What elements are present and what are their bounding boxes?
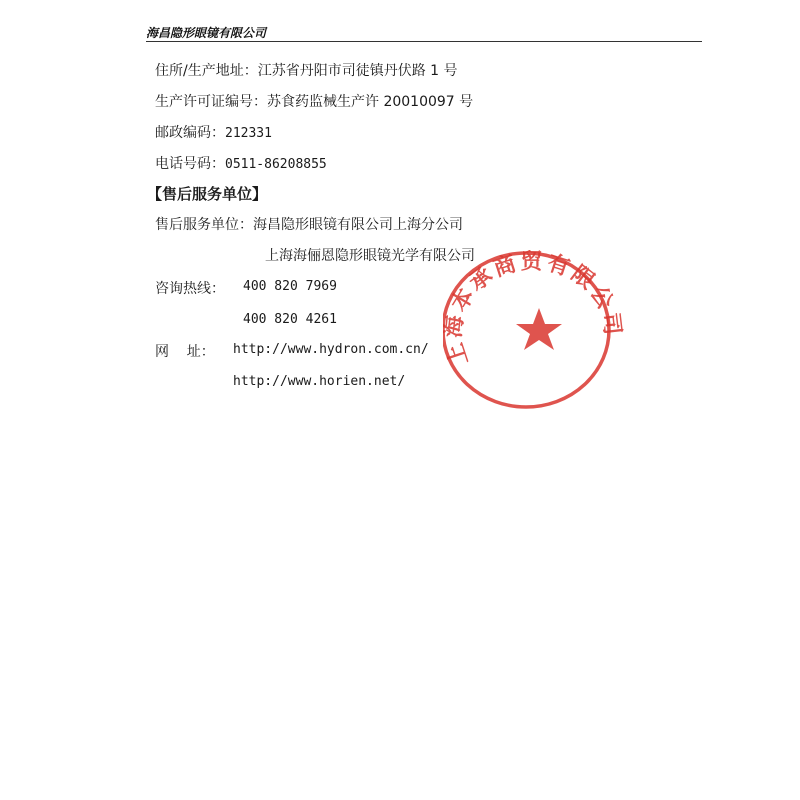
service-unit-label: 售后服务单位： [155, 217, 253, 233]
seal-text: 上 本承商贸有限公司 [443, 250, 626, 369]
hotline-2: 400 820 4261 [243, 312, 337, 327]
hotline-label: 咨询热线： [155, 281, 225, 297]
phone-row [155, 153, 327, 173]
license-row [155, 91, 473, 111]
service-unit-2: 上海海俪恩隐形眼镜光学有限公司 [265, 248, 475, 264]
address-row [155, 60, 458, 80]
address-value: 江苏省丹阳市司徒镇丹伏路 1 号 [257, 63, 458, 79]
postcode-label: 邮政编码： [155, 125, 225, 141]
after-sales-heading: 【售后服务单位】 [147, 185, 268, 203]
hotline-1: 400 820 7969 [243, 279, 337, 294]
hotline-row [155, 278, 225, 298]
license-label: 生产许可证编号： [155, 94, 267, 110]
phone-label: 电话号码： [155, 156, 225, 172]
header-company-name: 海昌隐形眼镜有限公司 [146, 26, 267, 40]
website-label: 网 址： [155, 344, 215, 360]
header-divider [146, 41, 702, 42]
seal-star-icon [516, 308, 562, 350]
license-value: 苏食药监械生产许 20010097 号 [267, 94, 474, 110]
service-unit-1: 海昌隐形眼镜有限公司上海分公司 [253, 217, 463, 233]
phone-value: 0511-86208855 [225, 157, 327, 172]
website-link-hydron[interactable]: http://www.hydron.com.cn/ [233, 342, 429, 357]
address-label: 住所/生产地址： [155, 63, 258, 79]
postcode-row [155, 122, 272, 142]
company-seal-stamp [443, 250, 633, 410]
website-link-horien[interactable]: http://www.horien.net/ [233, 374, 406, 389]
postcode-value: 212331 [225, 126, 272, 141]
svg-text:上海本承商贸有限公司 [443, 250, 626, 369]
service-unit-row [155, 214, 463, 234]
